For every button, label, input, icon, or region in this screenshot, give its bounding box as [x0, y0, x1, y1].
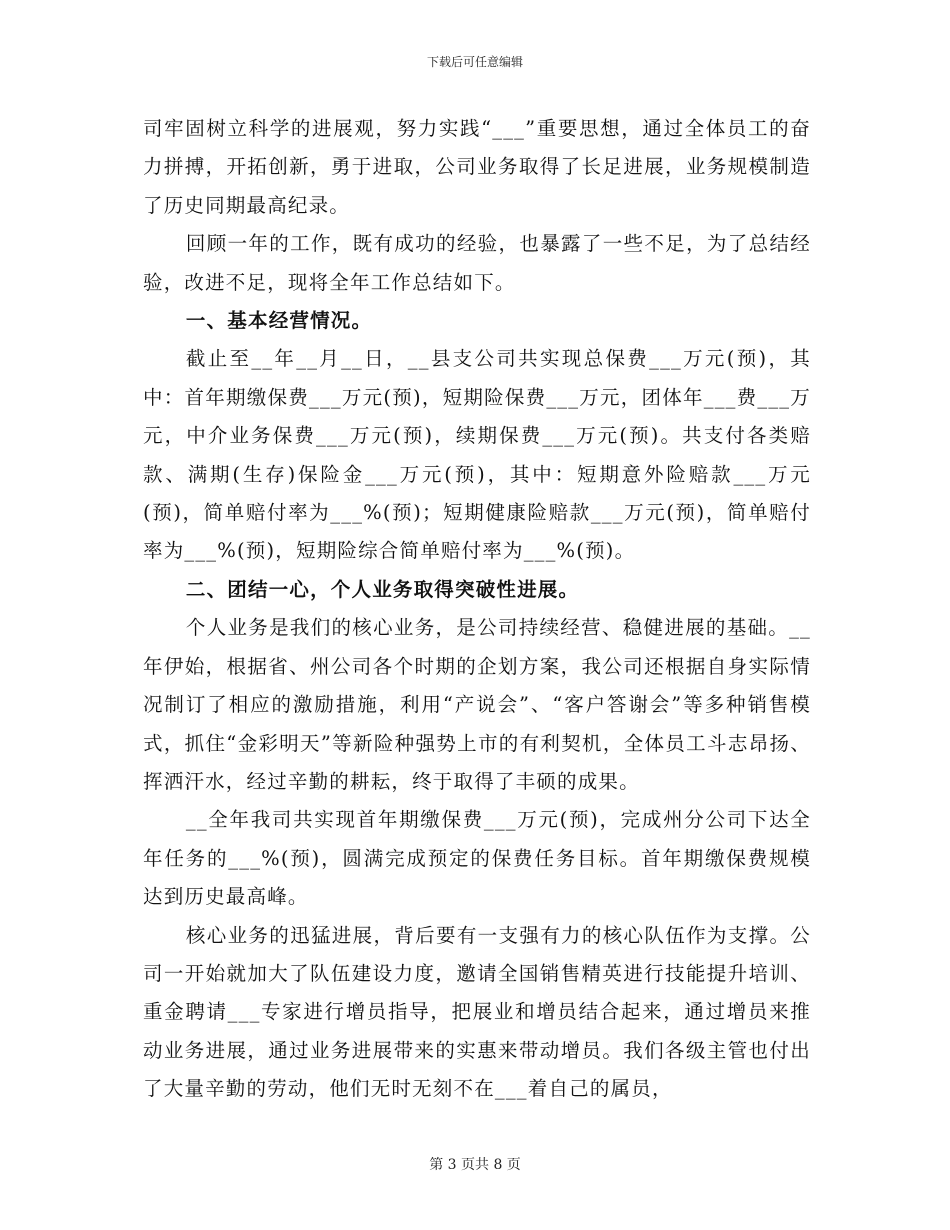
- paragraph-review: 回顾一年的工作，既有成功的经验，也暴露了一些不足，为了总结经验，改进不足，现将全年工作总结如下。: [143, 232, 811, 294]
- paragraph-premium-summary: 截止至__年__月__日，__县支公司共实现总保费___万元(预)，其中：首年期缴保费___万元(预)，短期险保费___万元，团体年___费___万元，中介业务保费___万元(预)，续期保费___万元(预)。共支付各类赔款、满期(生存)保险金___万元(预)，其中：短期意外险赔款___万元(预)，简单赔付率为___%(预)；短期健康险赔款___万元(预)，简单赔付率为___%(预)，短期险综合简单赔付率为___%(预)。: [143, 347, 811, 563]
- paragraph-team-building: 核心业务的迅猛进展，背后要有一支强有力的核心队伍作为支撑。公司一开始就加大了队伍建设力度，邀请全国销售精英进行技能提升培训、重金聘请___专家进行增员指导，把展业和增员结合起来，通过增员来推动业务进展，通过业务进展带来的实惠来带动增员。我们各级主管也付出了大量辛勤的劳动，他们无时无刻不在___着自己的属员，: [143, 923, 811, 1101]
- document-body: [143, 110, 811, 1109]
- paragraph-intro-continuation: 司牢固树立科学的进展观，努力实践“___”重要思想，通过全体员工的奋力拼搏，开拓创新，勇于进取，公司业务取得了长足进展，业务规模制造了历史同期最高纪录。: [143, 117, 811, 217]
- paragraph-annual-results: __全年我司共实现首年期缴保费___万元(预)，完成州分公司下达全年任务的___%(预)，圆满完成预定的保费任务目标。首年期缴保费规模达到历史最高峰。: [143, 808, 811, 909]
- section-heading-basic-operations: 一、基本经营情况。: [185, 309, 373, 333]
- page-footer: 第 3 页共 8 页: [429, 1157, 521, 1173]
- section-heading-individual-business: 二、团结一心，个人业务取得突破性进展。: [185, 577, 580, 601]
- page-header: 下载后可任意编辑: [426, 55, 523, 69]
- paragraph-core-business: 个人业务是我们的核心业务，是公司持续经营、稳健进展的基础。__年伊始，根据省、州公司各个时期的企划方案，我公司还根据自身实际情况制订了相应的激励措施，利用“产说会”、“客户答谢会”等多种销售模式，抓住“金彩明天”等新险种强势上市的有利契机，全体员工斗志昂扬、挥洒汗水，经过辛勤的耕耘，终于取得了丰硕的成果。: [143, 616, 811, 793]
